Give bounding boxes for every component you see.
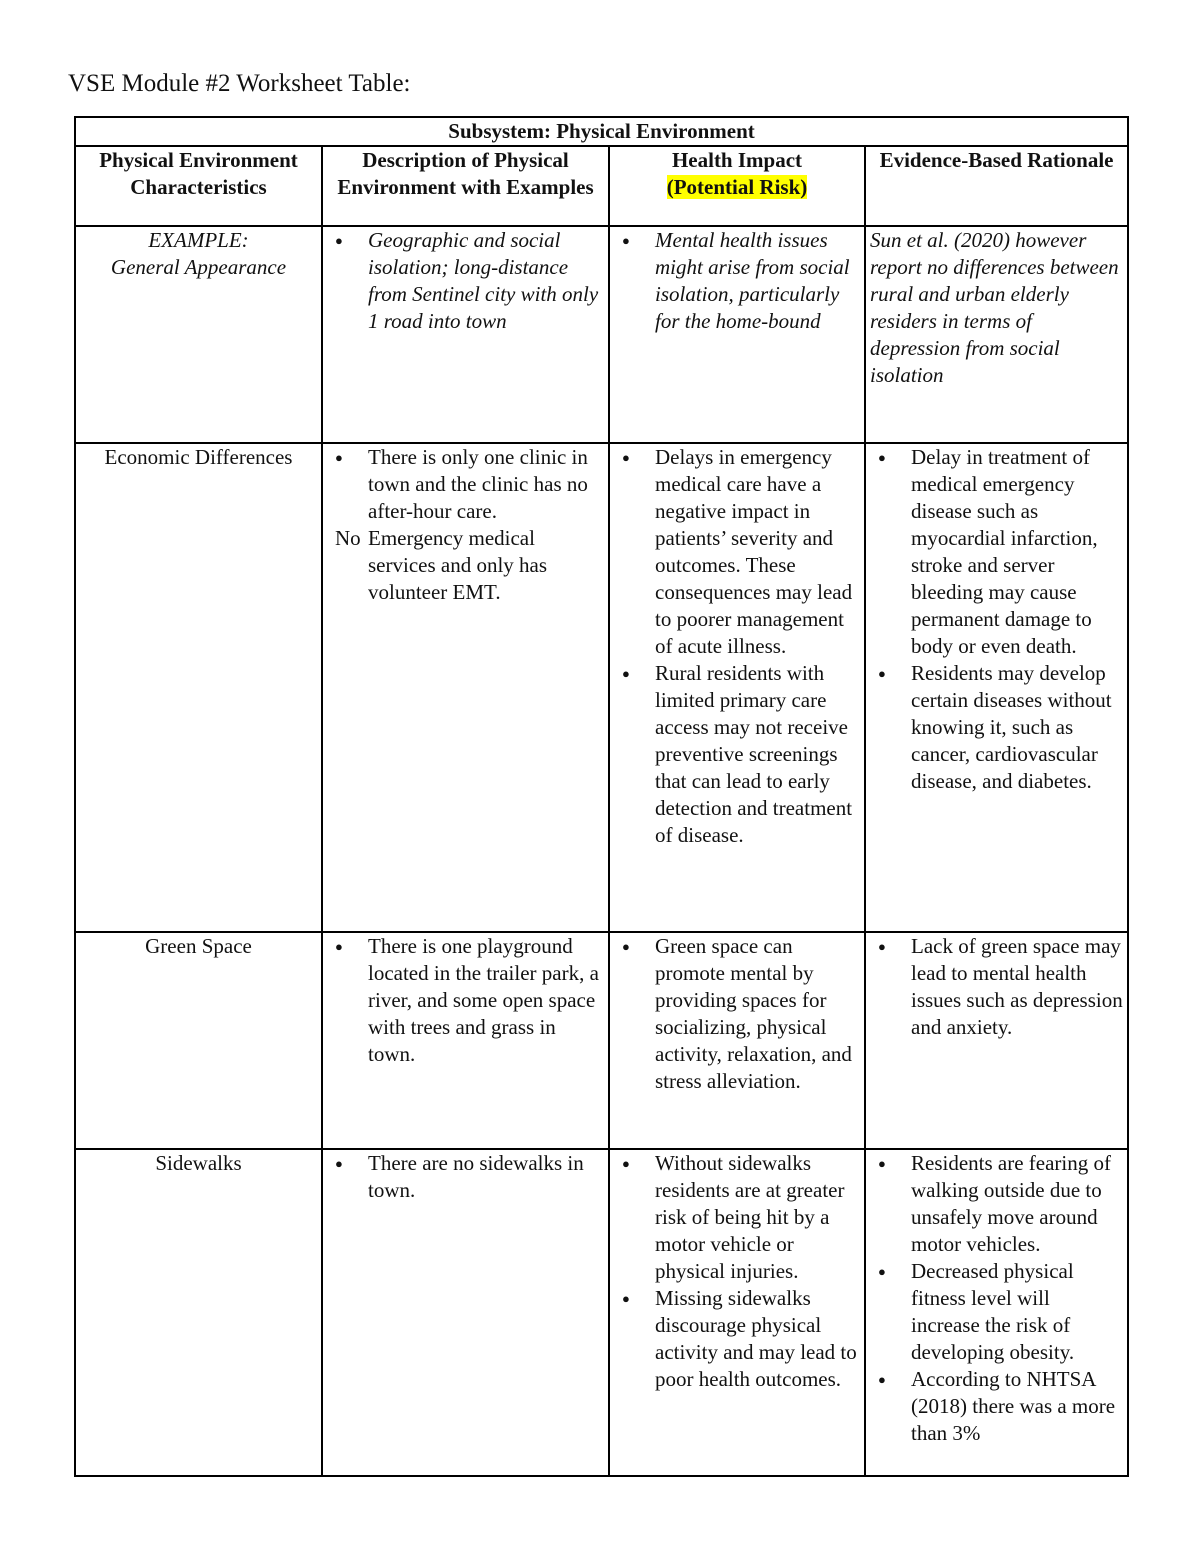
table-row [75, 932, 1128, 1149]
list-item: ● There are no sidewalks in town. [327, 1150, 604, 1204]
impact-cell [609, 443, 865, 932]
example-label: EXAMPLE: [148, 228, 249, 252]
header-characteristics: Physical Environment Characteristics [75, 146, 322, 226]
list-item: ● Without sidewalks residents are at greater risk of being hit by a motor vehicle or physical injuries. [614, 1150, 860, 1285]
worksheet-table [74, 116, 1129, 1477]
list-item: ● Delay in treatment of medical emergency disease such as myocardial infarction, stroke and server bleeding may cause permanent damage to body or even death. [870, 444, 1123, 660]
header-health-impact-label: Health Impact [671, 148, 803, 172]
page-title: VSE Module #2 Worksheet Table: [68, 70, 411, 97]
list-item: ● According to NHTSA (2018) there was a more than 3% [870, 1366, 1123, 1447]
characteristic-cell: Sidewalks [75, 1149, 322, 1476]
list-item: ● Mental health issues might arise from social isolation, particularly for the home-bound [614, 227, 860, 335]
header-health-impact [609, 146, 865, 226]
list-item: ● Residents are fearing of walking outside due to unsafely move around motor vehicles. [870, 1150, 1123, 1258]
impact-cell [609, 226, 865, 443]
header-rationale: Evidence-Based Rationale [865, 146, 1128, 226]
subsystem-header: Subsystem: Physical Environment [75, 117, 1128, 146]
list-item: ● Rural residents with limited primary care access may not receive preventive screenings that can lead to early detection and treatment of disease. [614, 660, 860, 849]
description-cell [322, 1149, 609, 1476]
impact-cell [609, 932, 865, 1149]
rationale-cell [865, 1149, 1128, 1476]
characteristic-name: General Appearance [110, 255, 287, 279]
list-item: ● There is one playground located in the trailer park, a river, and some open space with trees and grass in town. [327, 933, 604, 1068]
description-cell [322, 226, 609, 443]
description-cell [322, 932, 609, 1149]
characteristic-cell: Green Space [75, 932, 322, 1149]
characteristic-cell: Economic Differences [75, 443, 322, 932]
list-item: ● Geographic and social isolation; long-distance from Sentinel city with only 1 road into town [327, 227, 604, 335]
list-item: ● Delays in emergency medical care have a negative impact in patients’ severity and outcomes. These consequences may lead to poorer management of acute illness. [614, 444, 860, 660]
impact-cell [609, 1149, 865, 1476]
list-item: ● Lack of green space may lead to mental health issues such as depression and anxiety. [870, 933, 1123, 1041]
list-item: ● Green space can promote mental by providing spaces for socializing, physical activity, relaxation, and stress alleviation. [614, 933, 860, 1095]
rationale-cell: Sun et al. (2020) however report no differences between rural and urban elderly residers in terms of depression from social isolation [865, 226, 1128, 443]
table-row [75, 1149, 1128, 1476]
description-note-text: Emergency medical services and only has volunteer EMT. [368, 526, 548, 604]
list-item: ● Residents may develop certain diseases without knowing it, such as cancer, cardiovascular disease, and diabetes. [870, 660, 1123, 795]
list-item: ● Missing sidewalks discourage physical activity and may lead to poor health outcomes. [614, 1285, 860, 1393]
table-row [75, 226, 1128, 443]
description-note-prefix: No [335, 526, 361, 550]
description-note [327, 525, 604, 606]
list-item: ● There is only one clinic in town and the clinic has no after-hour care. [327, 444, 604, 525]
description-cell [322, 443, 609, 932]
header-description: Description of Physical Environment with Examples [322, 146, 609, 226]
characteristic-cell [75, 226, 322, 443]
rationale-cell [865, 443, 1128, 932]
rationale-cell [865, 932, 1128, 1149]
table-row [75, 443, 1128, 932]
header-potential-risk-highlight: (Potential Risk) [666, 175, 808, 199]
list-item: ● Decreased physical fitness level will increase the risk of developing obesity. [870, 1258, 1123, 1366]
